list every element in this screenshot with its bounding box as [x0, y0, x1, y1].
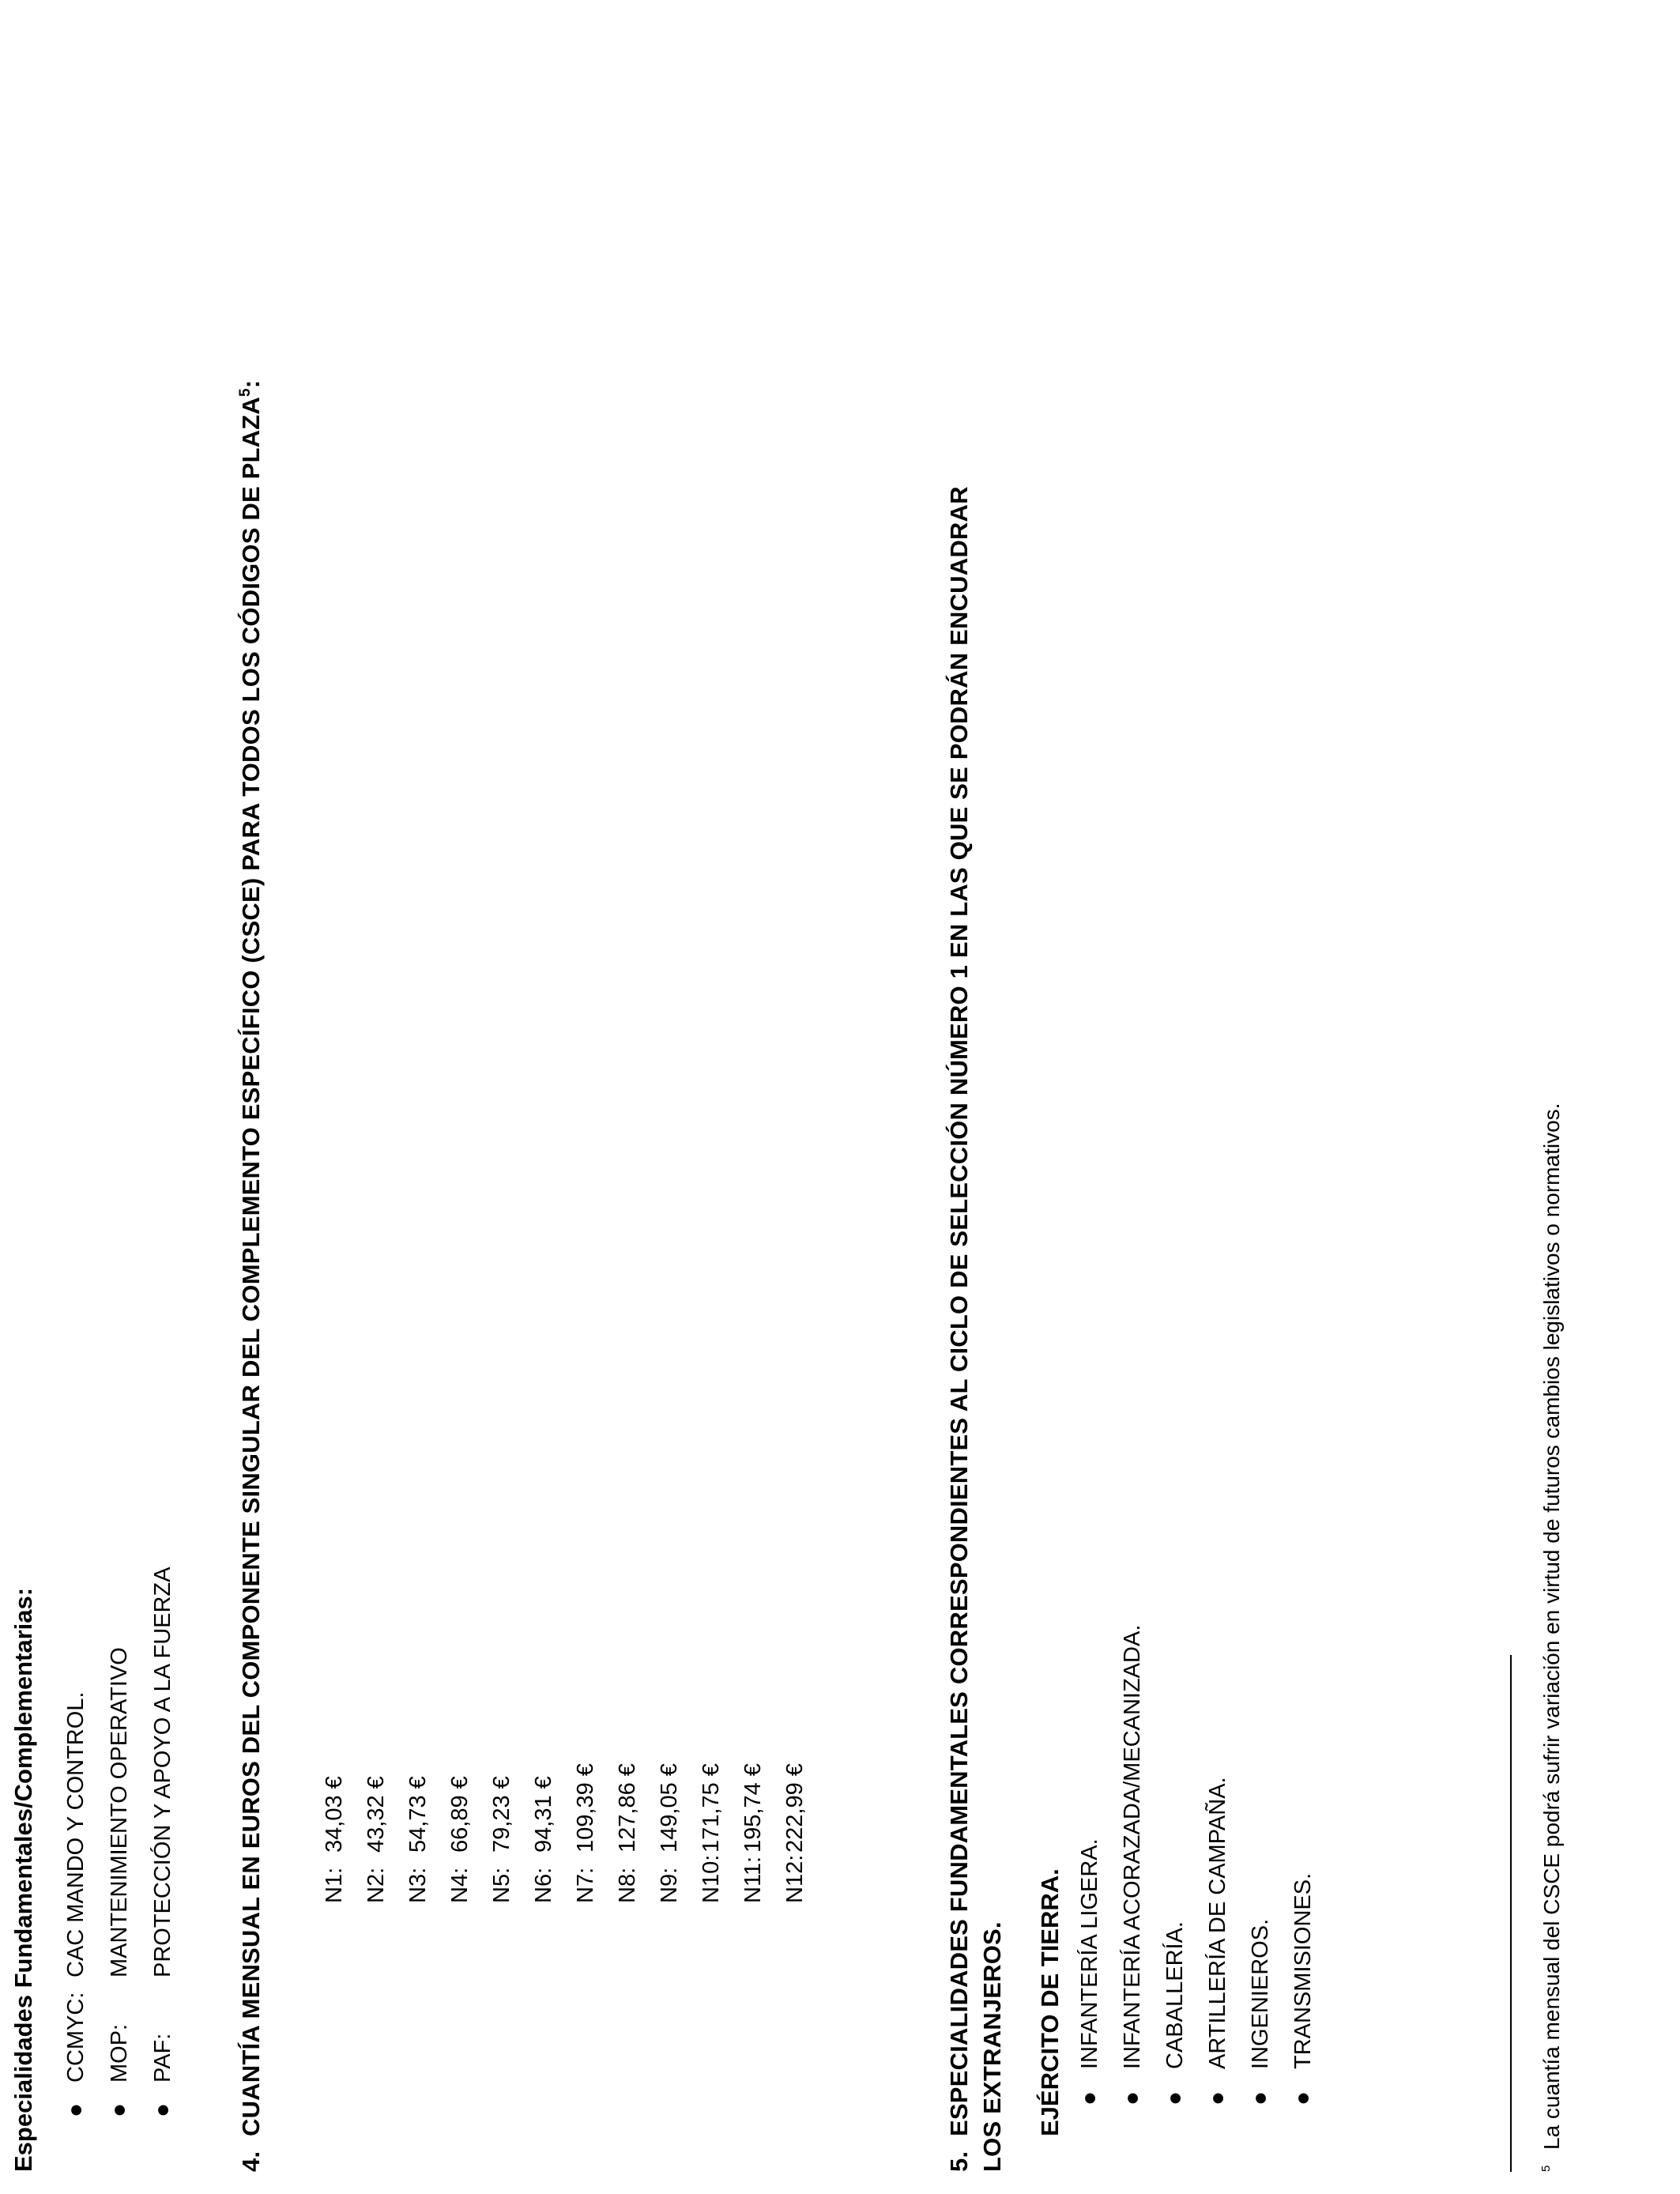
section-title-line-1: ESPECIALIDADES FUNDAMENTALES CORRESPONDIENTES AL CICLO DE SELECCIÓN NÚMERO 1 EN LAS QUE SE PODRÁN ENCUADRAR — [945, 486, 973, 2136]
section-number: 5. — [945, 2151, 973, 2172]
amount-label: N11: — [740, 1856, 766, 1903]
amount-value: 195,74 € — [740, 1763, 766, 1853]
specialty-name: INFANTERÍA LIGERA. — [1077, 1838, 1102, 2069]
specialty-code: CCMYC: — [63, 1992, 89, 2083]
amount-value: 109,39 € — [573, 1763, 598, 1853]
amount-label: N5: — [489, 1867, 514, 1903]
amount-value: 79,23 € — [489, 1776, 514, 1853]
specialty-name: CABALLERÍA. — [1162, 1921, 1188, 2069]
amount-label: N10: — [699, 1854, 724, 1903]
amount-value: 127,86 € — [615, 1763, 640, 1853]
section-title: CUANTÍA MENSUAL EN EUROS DEL COMPONENTE SINGULAR DEL COMPLEMENTO ESPECÍFICO (CSCE) PARA TODOS LOS CÓDIGOS DE PLAZA — [237, 397, 265, 2136]
bullet-icon: ● — [1119, 2090, 1145, 2105]
bullet-icon: ● — [1204, 2090, 1230, 2105]
specialty-name: INGENIEROS. — [1248, 1918, 1273, 2069]
footnote-reference: 5 — [237, 388, 254, 397]
amount-value: 149,05 € — [657, 1763, 682, 1853]
amount-label: N7: — [573, 1867, 598, 1903]
list-item — [1204, 1777, 1231, 2105]
bullet-icon: ● — [106, 2102, 132, 2117]
amount-value: 171,75 € — [699, 1763, 724, 1853]
list-item — [1076, 1838, 1103, 2105]
specialty-code: PAF: — [150, 2033, 175, 2083]
amount-row — [447, 1776, 473, 1903]
amount-label: N12: — [782, 1854, 808, 1903]
bullet-icon: ● — [1247, 2090, 1273, 2105]
list-item — [1290, 1873, 1317, 2105]
specialty-item — [149, 1567, 176, 2117]
bullet-icon: ● — [62, 2102, 89, 2117]
specialty-item — [62, 1692, 89, 2117]
footnote — [1539, 1103, 1565, 2172]
amount-value: 43,32 € — [363, 1776, 389, 1853]
specialty-description: PROTECCIÓN Y APOYO A LA FUERZA — [150, 1566, 175, 1977]
amount-label: N1: — [322, 1867, 347, 1903]
specialty-item — [106, 1647, 133, 2117]
list-item — [1119, 1625, 1146, 2105]
specialty-name: ARTILLERÍA DE CAMPAÑA. — [1205, 1777, 1230, 2069]
amount-value: 222,99 € — [782, 1763, 808, 1853]
amount-row — [782, 1763, 808, 1903]
bullet-icon: ● — [149, 2102, 175, 2117]
army-title: EJÉRCITO DE TIERRA. — [1036, 1868, 1064, 2136]
amount-value: 34,03 € — [322, 1776, 347, 1853]
section-title-line-2: LOS EXTRANJEROS. — [978, 1921, 1006, 2172]
list-item — [1247, 1919, 1274, 2105]
amount-value: 66,89 € — [447, 1776, 473, 1853]
amount-value: 54,73 € — [405, 1776, 431, 1853]
amount-row — [489, 1776, 515, 1903]
amount-row — [699, 1763, 725, 1903]
amount-row — [322, 1776, 348, 1903]
specialty-description: CAC MANDO Y CONTROL. — [63, 1691, 89, 1977]
amount-row — [573, 1763, 599, 1903]
amount-row — [363, 1776, 390, 1903]
heading-suffix: : — [237, 379, 265, 389]
amount-label: N3: — [405, 1867, 431, 1903]
amount-label: N8: — [615, 1867, 640, 1903]
amount-row — [615, 1763, 641, 1903]
footnote-text: La cuantía mensual del CSCE podrá sufrir variación en virtud de futuros cambios legislativos o normativos. — [1539, 1103, 1564, 2150]
specialty-description: MANTENIMIENTO OPERATIVO — [107, 1647, 132, 1977]
bullet-icon: ● — [1290, 2090, 1316, 2105]
amount-row — [531, 1776, 557, 1903]
amount-label: N2: — [363, 1867, 389, 1903]
specialty-code: MOP: — [107, 2023, 132, 2083]
bullet-icon: ● — [1076, 2090, 1102, 2105]
specialties-heading: Especialidades Fundamentales/Complementarias: — [9, 1587, 37, 2172]
list-item — [1162, 1921, 1188, 2105]
amount-row — [657, 1763, 683, 1903]
specialty-name: INFANTERÍA ACORAZADA/MECANIZADA. — [1120, 1624, 1145, 2069]
amount-label: N4: — [447, 1867, 473, 1903]
amount-label: N9: — [657, 1867, 682, 1903]
amount-row — [740, 1763, 767, 1903]
amount-label: N6: — [531, 1867, 556, 1903]
amount-row — [405, 1776, 431, 1903]
section-4-heading — [237, 380, 266, 2172]
footnote-divider — [1510, 1655, 1512, 2172]
footnote-mark: 5 — [1539, 2165, 1553, 2172]
specialty-name: TRANSMISIONES. — [1290, 1872, 1316, 2069]
section-number: 4. — [237, 2151, 265, 2172]
bullet-icon: ● — [1162, 2090, 1188, 2105]
amount-value: 94,31 € — [531, 1776, 556, 1853]
section-5-heading — [945, 486, 974, 2172]
